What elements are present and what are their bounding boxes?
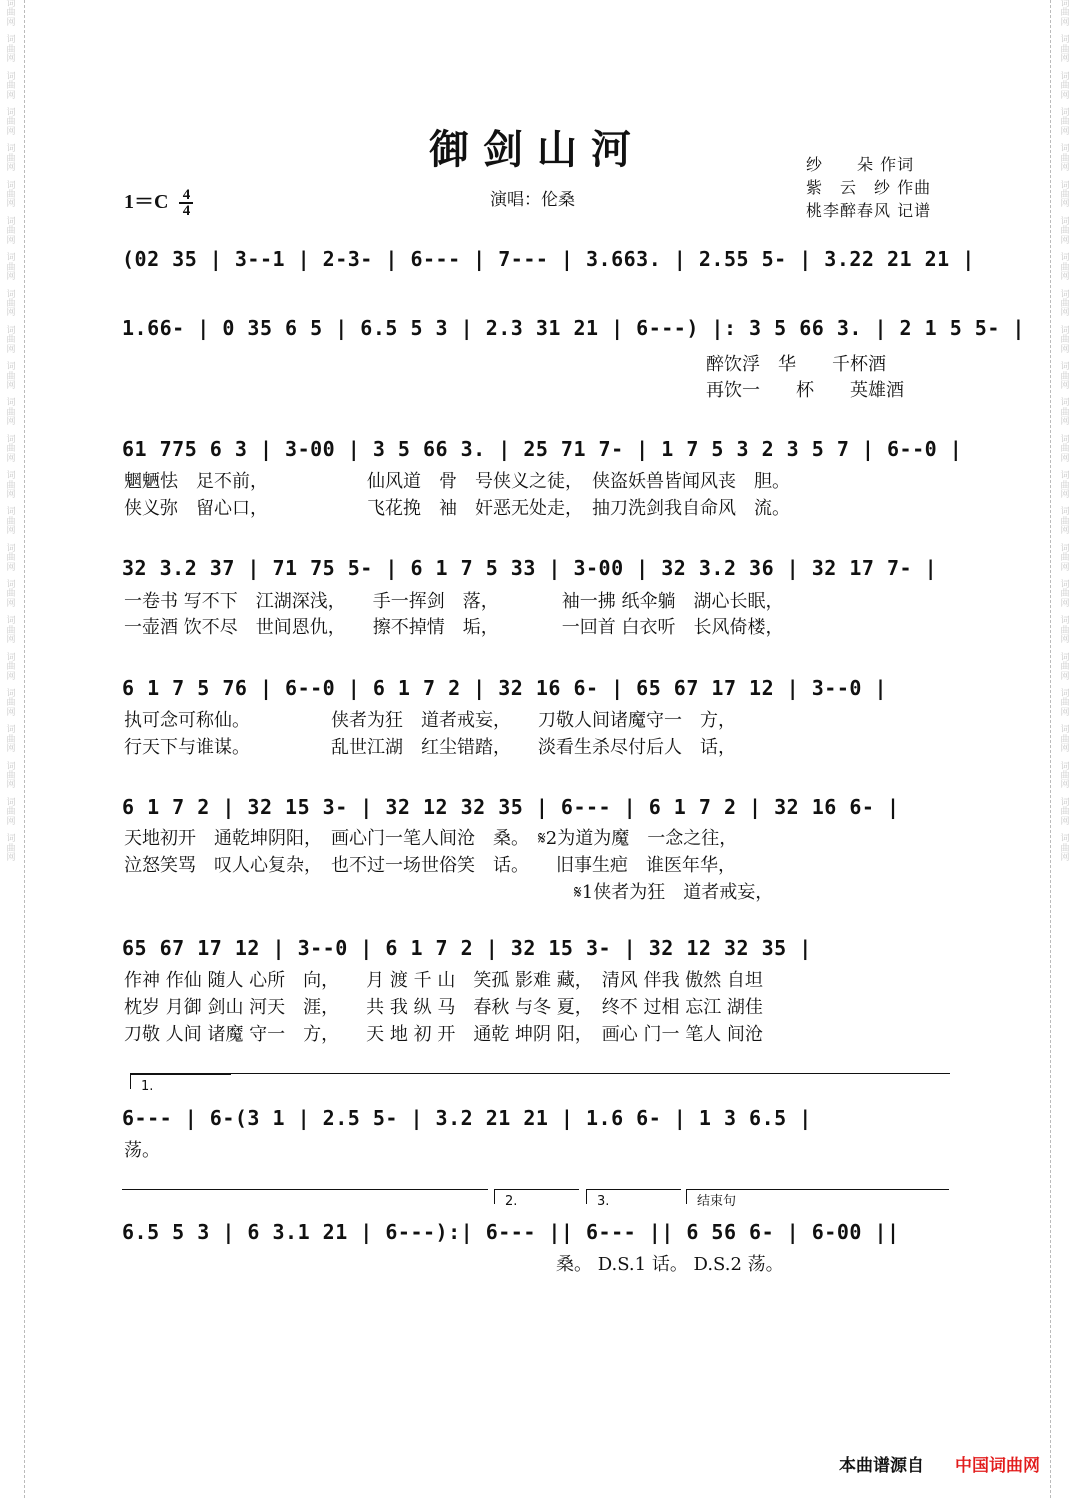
watermark-text: 词 曲 网 [6,834,16,864]
watermark-text: 词 曲 网 [6,362,16,391]
watermark-text: 词 曲 网 [1060,216,1070,246]
watermark-text: 词 曲 网 [6,688,16,718]
watermark-text: 词 曲 网 [6,471,16,500]
time-sig-top: 4 [182,187,191,204]
watermark-text: 词 曲 网 [6,761,16,791]
watermark-text: 词 曲 网 [6,144,16,174]
notation-line-9: 6.5 5 3 | 6 3.1 21 | 6---):| 6--- || 6--- || 6 56 6- | 6-00 || [122,1220,900,1244]
watermark-text: 词 曲 网 [1060,144,1070,174]
right-border [1050,0,1051,1498]
watermark-text: 词 曲 网 [1060,761,1070,791]
watermark-text: 词 曲 网 [6,71,16,101]
watermark-text: 词 曲 网 [1060,652,1070,682]
composer-credit: 紫 云 纱 作曲 [806,178,932,197]
watermark-left [4,0,18,1498]
watermark-text: 词 曲 网 [1060,180,1070,210]
notation-line-5: 6 1 7 5 76 | 6--0 | 6 1 7 2 | 32 16 6- | 65 67 17 12 | 3--0 | [122,676,888,700]
watermark-text: 词 曲 网 [6,616,16,646]
watermark-text: 词 曲 网 [6,216,16,246]
singer: 演唱：伦桑 [490,190,575,210]
coda-label: 结束句 [697,1194,737,1209]
watermark-text: 词 曲 网 [1060,253,1070,283]
notation-line-7: 65 67 17 12 | 3--0 | 6 1 7 2 | 32 15 3- | 32 12 32 35 | [122,936,812,960]
watermark-text: 词 曲 网 [1060,71,1070,101]
watermark-text: 词 曲 网 [1060,398,1070,428]
lyric-line-3a: 魍魉怯 足不前， 仙风道 骨 号侠义之徒， 侠盗妖兽皆闻风丧 胆。 [124,471,790,492]
watermark-text: 词 曲 网 [1060,580,1070,609]
time-sig-bottom: 4 [182,203,191,220]
watermark-text: 词 曲 网 [1060,834,1070,864]
lyric-line-7b: 枕岁 月御 剑山 河天 涯， 共 我 纵 马 春秋 与冬 夏， 终不 过相 忘江 湖佳 [124,997,763,1018]
notation-line-6: 6 1 7 2 | 32 15 3- | 32 12 32 35 | 6--- | 6 1 7 2 | 32 16 6- | [122,795,900,819]
site-name-link[interactable]: 中国词曲网 [955,1456,1040,1476]
third-ending-bracket [586,1189,681,1209]
key-label: 1＝C [124,191,169,213]
watermark-text: 词 曲 网 [6,325,16,355]
watermark-text: 词 曲 网 [6,434,16,464]
lyric-line-2b: 再饮一 杯 英雄酒 [706,380,904,401]
lyric-line-7c: 刀敬 人间 诸魔 守一 方， 天 地 初 开 通乾 坤阴 阳， 画心 门一 笔人 间沧 [124,1024,763,1045]
watermark-text: 词 曲 网 [6,398,16,428]
lyric-line-9a: 桑。 D.S.1 话。 D.S.2 荡。 [124,1254,784,1275]
lyric-line-5a: 执可念可称仙。 侠者为狂 道者戒妄， 刀敬人间诸魔守一 方， [124,710,736,731]
notation-line-2: 1.66- | 0 35 6 5 | 6.5 5 3 | 2.3 31 21 | 6---) |: 3 5 66 3. | 2 1 5 5- | [122,316,1025,340]
song-title: 御剑山河 [429,126,645,173]
third-ending-label: 3. [597,1194,610,1209]
lyric-line-4a: 一卷书 写不下 江湖深浅， 手一挥剑 落， 袖一拂 纸伞躺 湖心长眠， [124,591,784,612]
source-label: 本曲谱源自 [839,1456,924,1476]
watermark-text: 词 曲 网 [1060,434,1070,464]
lyric-line-6b: 泣怒笑骂 叹人心复杂， 也不过一场世俗笑 话。 旧事生疤 谁医年华， [124,855,736,876]
watermark-text: 词 曲 网 [1060,471,1070,500]
watermark-text: 词 曲 网 [1060,797,1070,827]
lyric-line-3b: 侠义弥 留心口， 飞花挽 袖 奸恶无处走， 抽刀洗剑我自命风 流。 [124,498,790,519]
time-signature [179,188,193,218]
watermark-text: 词 曲 网 [6,35,16,65]
watermark-text: 词 曲 网 [1060,325,1070,355]
watermark-text: 词 曲 网 [1060,362,1070,391]
watermark-text: 词 曲 网 [6,543,16,573]
watermark-text: 词 曲 网 [1060,35,1070,65]
second-ending-label: 2. [505,1194,518,1209]
watermark-text: 词 曲 网 [1060,0,1070,28]
watermark-right [1058,0,1072,1498]
watermark-text: 词 曲 网 [1060,543,1070,573]
first-ending-label: 1. [141,1079,154,1094]
notation-line-8: 6--- | 6-(3 1 | 2.5 5- | 3.2 21 21 | 1.6 6- | 1 3 6.5 | [122,1106,812,1130]
watermark-text: 词 曲 网 [6,507,16,537]
watermark-text: 词 曲 网 [1060,725,1070,755]
key-signature [124,185,193,218]
left-border [24,0,25,1498]
watermark-text: 词 曲 网 [6,652,16,682]
notation-line-4: 32 3.2 37 | 71 75 5- | 6 1 7 5 33 | 3-00 | 32 3.2 36 | 32 17 7- | [122,556,938,580]
watermark-text: 词 曲 网 [6,180,16,210]
watermark-text: 词 曲 网 [1060,688,1070,718]
transcriber-credit: 桃李醉春风 记谱 [806,201,932,220]
watermark-text: 词 曲 网 [6,0,16,28]
watermark-text: 词 曲 网 [6,253,16,283]
lyric-line-5b: 行天下与谁谋。 乱世江湖 红尘错踏， 淡看生杀尽付后人 话， [124,737,736,758]
watermark-text: 词 曲 网 [6,289,16,319]
lyric-line-6a: 天地初开 通乾坤阴阳， 画心门一笔人间沧 桑。 𝄋2为道为魔 一念之往， [124,828,738,849]
watermark-text: 词 曲 网 [1060,616,1070,646]
lyric-line-6c: 𝄋1侠者为狂 道者戒妄， [124,882,774,903]
second-ending-bracket [494,1189,579,1209]
lyricist-credit: 纱 朵 作词 [806,155,915,174]
watermark-text: 词 曲 网 [1060,507,1070,537]
watermark-text: 词 曲 网 [6,107,16,137]
lyric-line-4b: 一壶酒 饮不尽 世间恩仇， 擦不掉情 垢， 一回首 白衣听 长风倚楼， [124,617,784,638]
lyric-line-7a: 作神 作仙 随人 心所 向， 月 渡 千 山 笑孤 影难 藏， 清风 伴我 傲然 自坦 [124,970,763,991]
lyric-line-2a: 醉饮浮 华 千杯酒 [706,354,886,375]
first-ending-bracket [130,1074,231,1094]
ending-bracket-line [130,1073,950,1074]
watermark-text: 词 曲 网 [1060,289,1070,319]
system-9-top-line [122,1189,488,1190]
watermark-text: 词 曲 网 [1060,107,1070,137]
notation-line-1: (02 35 | 3--1 | 2-3- | 6--- | 7--- | 3.663. | 2.55 5- | 3.22 21 21 | [122,247,975,271]
watermark-text: 词 曲 网 [6,797,16,827]
lyric-line-8a: 荡。 [124,1140,160,1161]
watermark-text: 词 曲 网 [6,580,16,609]
notation-line-3: 61 775 6 3 | 3-00 | 3 5 66 3. | 25 71 7- | 1 7 5 3 2 3 5 7 | 6--0 | [122,437,963,461]
watermark-text: 词 曲 网 [6,725,16,755]
coda-bracket [686,1189,949,1209]
